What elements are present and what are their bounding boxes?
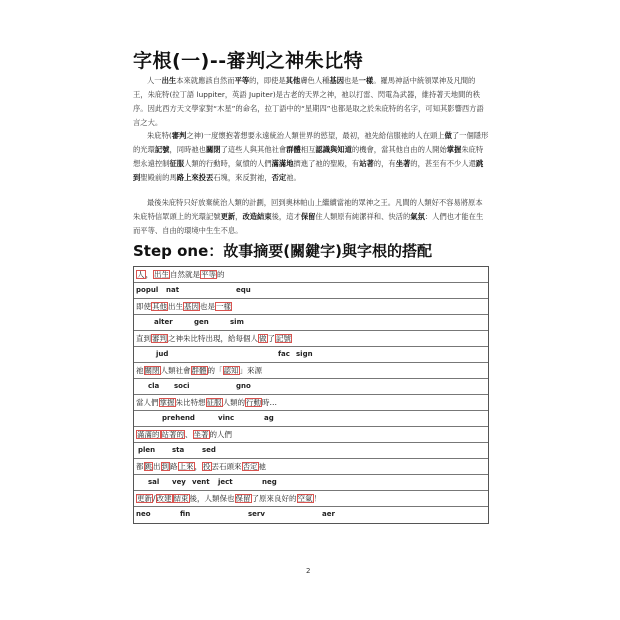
keyword-bold: 做 xyxy=(444,131,452,140)
sentence-text: 即使 xyxy=(136,302,151,311)
word-root: jud xyxy=(156,350,169,358)
word-root: fac xyxy=(278,350,290,358)
paragraph-text: 住人類原有純潔祥和、快活的 xyxy=(315,212,411,221)
keyword-highlight: 上來 xyxy=(178,462,194,471)
page-title: 字根(一)--審判之神朱比特 xyxy=(133,50,364,72)
sentence-text: 後，人類保也 xyxy=(189,494,235,503)
story-paragraph-3 xyxy=(133,196,489,238)
word-root: gno xyxy=(236,382,251,390)
word-root: gen xyxy=(194,318,209,326)
paragraph-text: 朱庇特( xyxy=(147,131,172,140)
keyword-highlight: 審判 xyxy=(152,334,167,343)
paragraph-text: 也是 xyxy=(344,76,359,85)
keyword-bold: 一樣 xyxy=(358,76,374,85)
keyword-highlight: 其他 xyxy=(152,302,167,311)
sentence-row xyxy=(134,491,488,507)
word-root: aer xyxy=(322,510,335,518)
sentence-text: 出生 xyxy=(168,302,183,311)
sentence-text: 人類社會 xyxy=(160,366,191,375)
paragraph-text: 的，即使是 xyxy=(249,76,286,85)
word-root: popul xyxy=(136,286,159,294)
keyword-bold: 征服 xyxy=(169,159,185,168)
word-root: sign xyxy=(296,350,313,358)
paragraph-text: 人類的行動時，氣憤的人們 xyxy=(184,159,272,168)
paragraph-text: 的機會，當其他自由的人開始 xyxy=(351,145,447,154)
paragraph-text: ，同時祂也 xyxy=(169,145,206,154)
paragraph-text: 聖殿前的馬 xyxy=(140,173,177,182)
keyword-highlight: 坐著 xyxy=(193,430,209,439)
paragraph-text: 了這些人與其他社會 xyxy=(220,145,287,154)
word-root: sim xyxy=(230,318,244,326)
keyword-bold: 出生 xyxy=(161,76,177,85)
paragraph-text: 最後朱庇特只好放棄統治人類的計劃，回到奧林帕山上繼續當祂的眾神之王。凡間的人類好不容易將原本朱庇特信眾頭上的光環記號 xyxy=(133,198,483,221)
paragraph-text: 本來就應該自然而 xyxy=(176,76,235,85)
sentence-text: ， xyxy=(194,462,202,471)
sentence-row xyxy=(134,427,488,443)
root-row xyxy=(134,347,488,363)
keyword-bold: 基因 xyxy=(329,76,345,85)
keyword-highlight: 征服 xyxy=(206,398,222,407)
sentence-row xyxy=(134,331,488,347)
sentence-text: 時… xyxy=(262,398,277,407)
word-root: sta xyxy=(172,446,185,454)
sentence-row xyxy=(134,299,488,315)
keyword-highlight: 平等 xyxy=(201,270,216,279)
sentence-text: ， xyxy=(145,270,153,279)
keyword-highlight: 站著的 xyxy=(161,430,184,439)
step-heading: Step one：故事摘要(關鍵字)與字根的搭配 xyxy=(133,242,432,260)
keyword-bold: 其他 xyxy=(285,76,301,85)
paragraph-text: 之神)一度懷抱著想要永遠統治人類世界的慾望，最初，祂先給信服祂的人在頭上 xyxy=(186,131,445,140)
keyword-highlight: 改建 xyxy=(156,494,172,503)
paragraph-text: 擠進了祂的聖殿，有 xyxy=(293,159,360,168)
sentence-text: 出 xyxy=(153,462,161,471)
keyword-bold: 站著 xyxy=(359,159,374,168)
word-root: serv xyxy=(248,510,265,518)
keyword-highlight: 滿滿的 xyxy=(137,430,160,439)
keyword-bold: 氣氛 xyxy=(410,212,425,221)
sentence-text: 」來源 xyxy=(239,366,262,375)
keyword-bold: 平等 xyxy=(234,76,250,85)
sentence-text: 直到 xyxy=(136,334,151,343)
keyword-bold: 群體 xyxy=(286,145,301,154)
sentence-text: 的「 xyxy=(207,366,223,375)
keyword-bold: 更新 xyxy=(220,212,236,221)
paragraph-text: 的，甚至有不少人還 xyxy=(410,159,476,168)
keyword-highlight: 跳 xyxy=(144,462,152,471)
paragraph-text: 的，有 xyxy=(373,159,396,168)
paragraph-text: 祂。 xyxy=(286,173,301,182)
word-root: alter xyxy=(154,318,173,326)
keyword-highlight: 更新 xyxy=(137,494,152,503)
paragraph-text: 了一個隱形的光環 xyxy=(133,131,489,154)
keyword-bold: 審判 xyxy=(171,131,187,140)
root-row xyxy=(134,443,488,459)
sentence-text: 、 xyxy=(185,430,193,439)
word-root: ag xyxy=(264,414,274,422)
sentence-text: / xyxy=(153,494,156,503)
keyword-root-table xyxy=(133,266,489,524)
sentence-text: 人類的 xyxy=(222,398,245,407)
keyword-bold: 記號 xyxy=(154,145,170,154)
sentence-text: 都 xyxy=(136,462,144,471)
sentence-text: 當人們 xyxy=(136,398,159,407)
keyword-highlight: 做 xyxy=(259,334,267,343)
word-root: equ xyxy=(236,286,251,294)
sentence-text: 也是 xyxy=(200,302,215,311)
word-root: neg xyxy=(262,478,277,486)
keyword-highlight: 基因 xyxy=(184,302,199,311)
keyword-highlight: 記號 xyxy=(276,334,291,343)
story-paragraph-1 xyxy=(133,74,489,130)
keyword-highlight: 到 xyxy=(161,462,169,471)
word-root: plen xyxy=(138,446,156,454)
root-row xyxy=(134,283,488,299)
sentence-text: 丟石頭來 xyxy=(211,462,242,471)
keyword-highlight: 人 xyxy=(137,270,145,279)
keyword-highlight: 關閉 xyxy=(144,366,160,375)
paragraph-text: ：人們也才能在生而平等、自由的環境中生生不息。 xyxy=(133,212,484,235)
keyword-bold: 認識與知道 xyxy=(315,145,352,154)
keyword-highlight: 一樣 xyxy=(216,302,231,311)
word-root: fin xyxy=(180,510,191,518)
story-paragraph-2 xyxy=(133,129,489,185)
paragraph-text: 朱庇特想永遠控制 xyxy=(133,145,484,168)
root-row xyxy=(134,411,488,427)
paragraph-text: 相互 xyxy=(300,145,316,154)
sentence-text: 之神朱比特出現，給每個人 xyxy=(168,334,258,343)
keyword-bold: 否定 xyxy=(271,173,287,182)
sentence-text: 自然就是 xyxy=(170,270,200,279)
keyword-bold: 路上來投丟 xyxy=(176,173,214,182)
paragraph-text: 後，這才 xyxy=(271,212,301,221)
sentence-row xyxy=(134,267,488,283)
keyword-bold: 關閉 xyxy=(205,145,221,154)
sentence-row xyxy=(134,459,488,475)
sentence-text: 路 xyxy=(170,462,178,471)
keyword-highlight: 空氣 xyxy=(297,494,313,503)
sentence-text: 了原來良好的 xyxy=(251,494,297,503)
keyword-bold: 掌握 xyxy=(446,145,462,154)
word-root: sal xyxy=(148,478,160,486)
keyword-bold: 跳到 xyxy=(133,159,484,182)
page-number: 2 xyxy=(306,567,311,575)
word-root: ject xyxy=(218,478,233,486)
keyword-highlight: 投 xyxy=(203,462,211,471)
sentence-text: 祂 xyxy=(258,462,266,471)
keyword-bold: 滿滿地 xyxy=(271,159,294,168)
word-root: vey xyxy=(172,478,186,486)
keyword-highlight: 出生 xyxy=(154,270,169,279)
sentence-row xyxy=(134,395,488,411)
root-row xyxy=(134,315,488,331)
keyword-highlight: 群體 xyxy=(191,366,207,375)
keyword-bold: 保留 xyxy=(300,212,316,221)
keyword-highlight: 否定 xyxy=(242,462,258,471)
keyword-bold: 改造結束 xyxy=(242,212,272,221)
paragraph-text: 人一 xyxy=(147,76,162,85)
word-root: prehend xyxy=(162,414,195,422)
sentence-row xyxy=(134,363,488,379)
sentence-text: 朱比特想 xyxy=(175,398,206,407)
paragraph-text: 。羅馬神話中統領眾神及凡間的王，朱庇特(拉丁語 luppiter，英語 Jupiter)是古老的天界之神，祂以打雷、閃電為武器，維持著天地間的秩序。因此西方天文學家對“木星”的命名，拉丁語中的“星期四”也都是取之於朱庇特的名字，可知其影響西方語言之大。 xyxy=(133,76,484,127)
root-row xyxy=(134,379,488,395)
paragraph-text: 石塊，來反對祂， xyxy=(213,173,272,182)
sentence-text: 的人們 xyxy=(209,430,232,439)
paragraph-text: 膚色人種 xyxy=(300,76,330,85)
sentence-text: 的 xyxy=(217,270,225,279)
word-root: nat xyxy=(166,286,180,294)
paragraph-text: ， xyxy=(235,212,243,221)
word-root: sed xyxy=(202,446,216,454)
keyword-bold: 坐著 xyxy=(395,159,411,168)
root-row xyxy=(134,475,488,491)
word-root: cla xyxy=(148,382,160,390)
keyword-highlight: 保留 xyxy=(235,494,251,503)
keyword-highlight: 認知 xyxy=(223,366,239,375)
word-root: soci xyxy=(174,382,190,390)
keyword-highlight: 結束 xyxy=(173,494,189,503)
sentence-text: 了 xyxy=(267,334,275,343)
keyword-highlight: 掌握 xyxy=(159,398,175,407)
word-root: vinc xyxy=(218,414,235,422)
word-root: neo xyxy=(136,510,151,518)
word-root: vent xyxy=(192,478,210,486)
root-row xyxy=(134,507,488,523)
keyword-highlight: 行動 xyxy=(246,398,261,407)
sentence-text: ！ xyxy=(313,494,322,503)
sentence-text: 祂 xyxy=(136,366,144,375)
